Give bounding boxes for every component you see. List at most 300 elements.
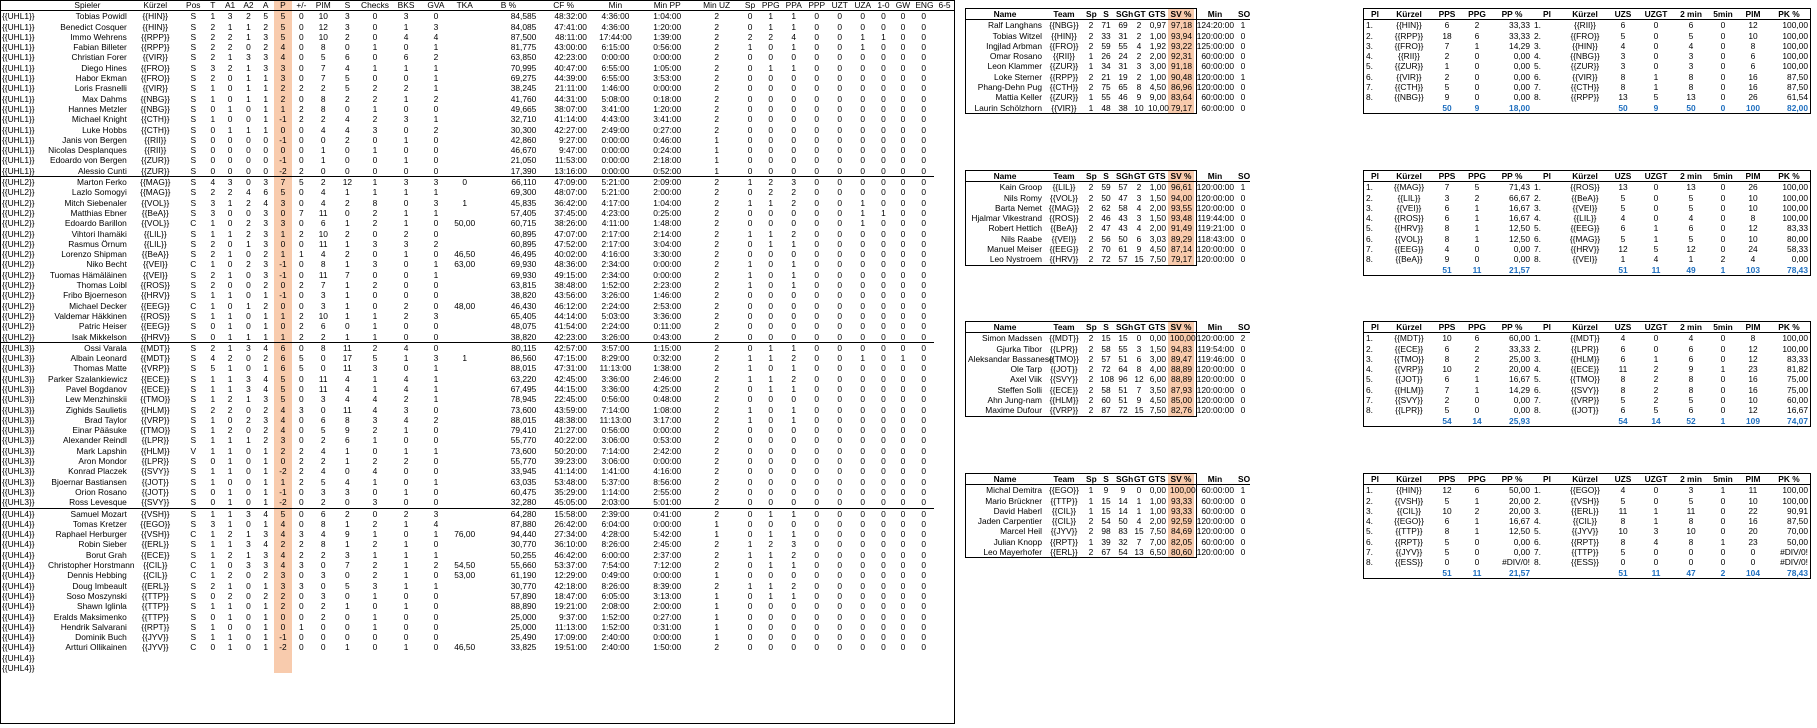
- stat-cell: 0: [881, 414, 886, 425]
- goalie-stat-cell: 1: [1088, 92, 1094, 103]
- goalie-stat-cell: 15: [1134, 254, 1144, 265]
- special-stat-cell: 1.: [1366, 20, 1373, 31]
- special-stat-cell: 5.: [1366, 61, 1373, 72]
- stat-cell: 2:24:00: [601, 321, 630, 332]
- league-cell: {{UHL3}}: [2, 486, 35, 497]
- league-cell: {{UHL1}}: [2, 103, 35, 114]
- stat-cell: 0: [246, 321, 251, 332]
- stat-cell: 0: [851, 177, 874, 188]
- stat-cell: 1: [433, 62, 439, 73]
- special-stat-cell: 87,50: [1787, 71, 1808, 82]
- league-cell: {{UHL4}}: [2, 580, 35, 591]
- stat-cell: 1: [274, 311, 292, 321]
- stat-cell: 2:08:00: [601, 601, 630, 612]
- stat-cell: 2: [714, 73, 719, 84]
- goalie-row: [966, 344, 1250, 354]
- stat-cell: 0: [299, 611, 304, 622]
- stat-cell: 2: [299, 456, 304, 467]
- stat-cell: 2: [372, 114, 378, 125]
- goalie-stat-cell: 87,14: [1168, 244, 1194, 254]
- stat-cell: 1: [246, 529, 251, 540]
- skater-row: [0, 394, 955, 404]
- special-stat-cell: 66,67: [1509, 192, 1530, 203]
- stat-cell: S: [182, 177, 205, 188]
- stat-cell: 0: [274, 145, 292, 155]
- special-stat-cell: 33,33: [1509, 20, 1530, 31]
- stat-cell: 7:14:00: [601, 404, 630, 415]
- goalie-name: Jaden Carpentier: [977, 516, 1042, 527]
- player-name: Lazlo Somogyi: [71, 187, 127, 198]
- stat-cell: 0: [791, 435, 797, 446]
- stat-cell: 0: [860, 134, 866, 145]
- stat-cell: 1: [345, 310, 350, 321]
- stat-cell: 1:52:00: [601, 280, 630, 291]
- league-cell: {{UHL2}}: [2, 197, 35, 208]
- player-name: Ross Levesque: [69, 497, 127, 508]
- stat-cell: 3: [221, 177, 239, 188]
- stat-cell: 48:36:00: [554, 259, 587, 270]
- special-stat-cell: 6.: [1366, 384, 1373, 395]
- stat-cell: 0: [345, 207, 350, 218]
- stat-cell: 0: [791, 207, 797, 218]
- stat-cell: 54,50: [454, 560, 476, 571]
- league-cell: {{UHL4}}: [2, 611, 35, 622]
- stat-cell: 0: [921, 414, 927, 425]
- stat-cell: S: [190, 145, 197, 156]
- stat-cell: 1: [791, 280, 797, 291]
- stat-cell: 0: [900, 155, 906, 166]
- stat-cell: 0: [837, 310, 843, 321]
- special-total-cell: 9: [1653, 102, 1659, 113]
- stat-cell: 38:48:00: [554, 280, 587, 291]
- goalie-stat-cell: 0: [1240, 384, 1246, 395]
- stat-cell: 0: [881, 601, 886, 612]
- league-cell: {{UHL3}}: [2, 394, 35, 405]
- skater-row: [0, 187, 955, 197]
- stat-cell: 1: [210, 570, 216, 581]
- goalie-header: [966, 322, 1250, 333]
- stat-cell: 42:18:00: [554, 580, 587, 591]
- special-stat-cell: {{LPR}}: [1395, 405, 1423, 416]
- stat-cell: 1: [263, 93, 269, 104]
- stat-cell: 65,405: [510, 310, 537, 321]
- stat-cell: 2: [714, 21, 719, 32]
- stat-cell: 2: [299, 103, 304, 114]
- goalie-stat-cell: 12: [1134, 374, 1144, 385]
- special-stat-cell: #DIV/0!: [1780, 557, 1808, 568]
- stat-cell: 1: [227, 197, 233, 208]
- goalie-stat-cell: 57: [1101, 353, 1111, 364]
- team-code: {{SVY}}: [141, 497, 170, 508]
- stat-cell: 2: [246, 414, 251, 425]
- stat-cell: 0: [837, 207, 843, 218]
- special-stat-cell: 3.: [1366, 353, 1373, 364]
- special-stat-cell: 5: [1620, 30, 1626, 41]
- stat-cell: [239, 663, 257, 673]
- stat-cell: 1: [263, 601, 269, 612]
- stat-cell: 0: [433, 590, 439, 601]
- team-code: {{VOL}}: [141, 218, 170, 229]
- stat-cell: 1: [210, 310, 216, 321]
- stat-cell: 3:30:00: [653, 249, 682, 260]
- skater-row: [0, 166, 955, 177]
- stat-cell: 0: [227, 621, 233, 632]
- stat-cell: [451, 435, 479, 445]
- stat-cell: 1: [433, 383, 439, 394]
- stat-cell: 0: [921, 124, 927, 135]
- stat-cell: 0: [246, 425, 251, 436]
- goalie-header-cell: Team: [1044, 171, 1084, 182]
- stat-cell: 1: [210, 394, 216, 405]
- goalie-header-cell: Name: [966, 9, 1044, 20]
- goalie-stat-cell: 84,69: [1168, 526, 1194, 536]
- stat-cell: 0: [433, 165, 439, 176]
- special-row: [1364, 395, 1810, 405]
- special-stat-cell: 11: [1618, 505, 1628, 516]
- stat-cell: 0: [881, 590, 886, 601]
- goalie-row: [966, 92, 1250, 102]
- stat-cell: 2:40:00: [601, 632, 630, 643]
- player-name: Bjoernar Bastiansen: [51, 476, 127, 487]
- goalie-stat-cell: 14: [1118, 495, 1128, 506]
- stat-cell: 1: [433, 207, 439, 218]
- stat-cell: 2: [299, 476, 304, 487]
- stat-cell: 0: [837, 280, 843, 291]
- special-total-cell: [1386, 103, 1432, 113]
- stat-cell: 0: [403, 197, 409, 208]
- stat-cell: 2: [336, 508, 359, 519]
- stat-cell: 2: [714, 445, 719, 456]
- special-header-cell: PPS: [1432, 474, 1462, 485]
- league-cell: {{UHL1}}: [2, 31, 35, 42]
- stat-cell: 0: [900, 435, 906, 446]
- goalie-stat-cell: 0: [1136, 333, 1142, 344]
- goalie-stat-cell: 6,00: [1149, 374, 1166, 385]
- stat-cell: 0: [874, 508, 892, 519]
- special-total-cell: 0: [1720, 102, 1726, 113]
- stat-cell: 0: [900, 486, 906, 497]
- special-stat-cell: 5: [1444, 536, 1450, 547]
- stat-cell: 81,775: [510, 42, 537, 53]
- stat-cell: 0: [881, 11, 886, 22]
- league-cell: {{UHL4}}: [2, 621, 35, 632]
- goalie-stat-cell: {{TTP}}: [1050, 495, 1078, 506]
- team-code: {{NBG}}: [140, 103, 170, 114]
- stat-cell: 0: [791, 103, 797, 114]
- goalie-header-cell: Name: [966, 322, 1044, 333]
- goalie-stat-cell: 9: [1136, 92, 1142, 103]
- skater-row: [0, 104, 955, 114]
- goalie-stat-cell: 120:00:00: [1196, 547, 1234, 558]
- stat-cell: 0: [274, 456, 292, 466]
- stat-cell: 0: [320, 642, 326, 653]
- header-cell: +/-: [292, 0, 310, 11]
- team-code: {{MDT}}: [129, 342, 182, 353]
- stat-cell: 0: [881, 486, 886, 497]
- skater-row: [0, 270, 955, 280]
- goalie-header-cell: SO: [1238, 9, 1251, 19]
- stat-cell: 0: [433, 290, 439, 301]
- stat-cell: 0: [814, 539, 820, 550]
- stat-cell: 0: [837, 353, 843, 364]
- stat-cell: 87,880: [510, 518, 537, 529]
- league-cell: {{UHL2}}: [2, 228, 35, 239]
- stat-cell: 4: [274, 550, 292, 560]
- stat-cell: 2: [210, 280, 216, 291]
- stat-cell: 2: [345, 228, 350, 239]
- skater-row: [0, 135, 955, 145]
- stat-cell: 41:14:00: [554, 466, 587, 477]
- player-name: Immo Wehrens: [70, 31, 127, 42]
- goalie-stat-cell: 92,31: [1168, 51, 1194, 61]
- stat-cell: 2: [320, 601, 326, 612]
- stat-cell: 3: [345, 11, 350, 22]
- stat-cell: 0: [372, 134, 378, 145]
- stat-cell: 5: [345, 83, 350, 94]
- stat-cell: 0: [246, 404, 251, 415]
- stat-cell: 4: [345, 476, 350, 487]
- special-stat-cell: 87,50: [1787, 516, 1808, 527]
- special-stat-cell: 3.: [1534, 202, 1541, 213]
- stat-cell: 33,825: [510, 642, 537, 653]
- stat-cell: 0: [860, 456, 866, 467]
- league-cell: {{UHL3}}: [2, 476, 35, 487]
- stat-cell: 1: [372, 611, 378, 622]
- stat-cell: 69,300: [510, 187, 537, 198]
- stat-cell: 0: [747, 290, 753, 301]
- goalie-name: Omar Rosano: [989, 51, 1042, 62]
- goalie-stat-cell: 1,00: [1149, 182, 1166, 193]
- stat-cell: 5:37:00: [601, 476, 630, 487]
- stat-cell: 3: [345, 549, 350, 560]
- stat-cell: [451, 446, 479, 456]
- stat-cell: 1: [227, 632, 233, 643]
- stat-cell: S: [190, 62, 197, 73]
- stat-cell: 30,300: [510, 124, 537, 135]
- stat-cell: 2: [714, 476, 719, 487]
- stat-cell: 12: [318, 21, 328, 32]
- goalie-stat-cell: {{CTH}}: [1049, 82, 1079, 93]
- stat-cell: [274, 663, 292, 673]
- stat-cell: 5: [345, 580, 350, 591]
- special-stat-cell: 0: [1688, 557, 1694, 568]
- player-name: Ossi Varala: [46, 342, 129, 353]
- stat-cell: 2: [320, 497, 326, 508]
- stat-cell: 4:23:00: [601, 207, 630, 218]
- skater-row: [0, 249, 955, 259]
- stat-cell: 1:41:00: [601, 466, 630, 477]
- stat-cell: 0: [814, 310, 820, 321]
- stat-cell: 0: [299, 642, 304, 653]
- stat-cell: 0: [921, 238, 927, 249]
- stat-cell: 0: [837, 601, 843, 612]
- special-total-cell: 1: [1720, 415, 1726, 426]
- special-stat-cell: 0: [1474, 557, 1480, 568]
- special-stat-cell: {{ERL}}: [1571, 505, 1599, 516]
- stat-cell: 0: [246, 363, 251, 374]
- special-stat-cell: 0: [1653, 213, 1659, 224]
- goalie-name: Leo Nystroem: [989, 254, 1042, 265]
- special-stat-cell: 1.: [1366, 485, 1373, 496]
- stat-cell: 4: [403, 31, 409, 42]
- stat-cell: 0: [837, 290, 843, 301]
- stat-cell: 1: [210, 114, 216, 125]
- special-stat-cell: 0,00: [1513, 244, 1530, 255]
- goalie-stat-cell: 0: [1240, 92, 1246, 103]
- stat-cell: 1: [860, 353, 866, 364]
- stat-cell: 3: [263, 560, 269, 571]
- header-cell: Checks: [359, 0, 391, 11]
- goalie-header-cell: Sp: [1086, 9, 1097, 19]
- stat-cell: 0: [433, 103, 439, 114]
- goalie-stat-cell: 120:00:00: [1196, 192, 1234, 203]
- special-teams-table: [1364, 322, 1810, 426]
- goalie-stat-cell: 88,89: [1168, 364, 1194, 374]
- stat-cell: 55,770: [510, 456, 537, 467]
- stat-cell: 2: [205, 342, 221, 353]
- stat-cell: 1: [246, 124, 251, 135]
- stat-cell: 1: [372, 549, 378, 560]
- stat-cell: 60,475: [510, 486, 537, 497]
- special-stat-cell: 1: [1474, 495, 1480, 506]
- stat-cell: 0:00:00: [601, 165, 630, 176]
- special-stat-cell: {{ROS}}: [1570, 182, 1600, 193]
- stat-cell: 0: [747, 134, 753, 145]
- special-stat-cell: 61,54: [1787, 92, 1808, 103]
- stat-cell: 2:09:00: [642, 177, 693, 188]
- stat-cell: 3: [263, 228, 269, 239]
- stat-cell: 1: [403, 549, 409, 560]
- special-stat-cell: 100,00: [1782, 485, 1808, 496]
- league-cell: {{UHL4}}: [2, 590, 35, 601]
- goalie-stat-cell: 8: [1136, 82, 1142, 93]
- skater-row: [0, 363, 955, 373]
- goalie-stat-cell: 2: [1088, 516, 1094, 527]
- special-stat-cell: 3.: [1366, 202, 1373, 213]
- stat-cell: 0: [791, 124, 797, 135]
- stat-cell: 38,820: [510, 290, 537, 301]
- special-stat-cell: 18: [1442, 30, 1452, 41]
- stat-cell: [421, 663, 451, 673]
- stat-cell: 0: [900, 259, 906, 270]
- goalie-row: [966, 516, 1250, 526]
- stat-cell: 0: [900, 73, 906, 84]
- goalie-stat-cell: 2: [1088, 20, 1094, 31]
- stat-cell: 3: [274, 218, 292, 228]
- stat-cell: 0: [814, 601, 820, 612]
- goalie-stat-cell: 120:00:00: [1196, 82, 1234, 93]
- stat-cell: 0: [828, 342, 851, 353]
- stat-cell: 5: [320, 52, 326, 63]
- stat-cell: 15:58:00: [538, 508, 589, 519]
- stat-cell: 0: [768, 632, 774, 643]
- stat-cell: [451, 311, 479, 321]
- stat-cell: 3: [227, 11, 233, 22]
- stat-cell: 10: [318, 31, 328, 42]
- stat-cell: 2: [345, 134, 350, 145]
- stat-cell: 1: [227, 383, 233, 394]
- special-header: [1364, 9, 1810, 20]
- special-stat-cell: 10: [1442, 333, 1452, 344]
- stat-cell: 19:21:00: [554, 601, 587, 612]
- stat-cell: 0: [837, 197, 843, 208]
- stat-cell: -1: [274, 135, 292, 145]
- stat-cell: 0: [814, 621, 820, 632]
- skater-row: [0, 384, 955, 394]
- goalie-name: Aleksandar Bassanese: [968, 353, 1054, 364]
- goalie-stat-cell: 1: [1088, 495, 1094, 506]
- stat-cell: 4: [403, 383, 409, 394]
- stat-cell: 1: [403, 207, 409, 218]
- stat-cell: 3: [263, 238, 269, 249]
- special-stat-cell: 16,67: [1509, 213, 1530, 224]
- stat-cell: 3: [246, 539, 251, 550]
- special-stat-cell: 1: [1653, 71, 1659, 82]
- goalie-stat-cell: 54: [1101, 516, 1111, 527]
- special-stat-cell: 26: [1748, 92, 1758, 103]
- stat-cell: 0: [881, 466, 886, 477]
- header-cell: Spieler: [46, 0, 129, 11]
- stat-cell: 0: [814, 414, 820, 425]
- stat-cell: 2: [320, 331, 326, 342]
- stat-cell: 0: [747, 486, 753, 497]
- goalie-stat-cell: 2: [1136, 30, 1142, 41]
- stat-cell: 2: [263, 570, 269, 581]
- special-stat-cell: 5.: [1366, 374, 1373, 385]
- stat-cell: 0: [814, 269, 820, 280]
- goalie-stat-cell: 93,22: [1168, 41, 1194, 51]
- stat-cell: S: [190, 42, 197, 53]
- stat-cell: 2: [227, 529, 233, 540]
- stat-cell: 0:32:00: [653, 353, 682, 364]
- stat-cell: 0: [246, 249, 251, 260]
- special-stat-cell: 5: [1474, 182, 1480, 193]
- stat-cell: [451, 63, 479, 73]
- stat-cell: 0: [768, 114, 774, 125]
- special-stat-cell: 0,00: [1513, 536, 1530, 547]
- goalie-row: [966, 203, 1250, 213]
- stat-cell: 30,770: [510, 580, 537, 591]
- stat-cell: 4: [403, 414, 409, 425]
- stat-cell: 1: [768, 228, 774, 239]
- stat-cell: 4: [345, 114, 350, 125]
- goalie-stat-cell: 1: [1088, 102, 1094, 113]
- special-stat-cell: 2: [1474, 353, 1480, 364]
- stat-cell: 0: [900, 394, 906, 405]
- team-code: {{BeA}}: [141, 249, 169, 260]
- stat-cell: 25,490: [510, 632, 537, 643]
- goalie-row: [966, 354, 1250, 364]
- stat-cell: 11: [318, 207, 328, 218]
- stat-cell: 3: [246, 373, 251, 384]
- goalie-stat-cell: 10: [1134, 102, 1144, 113]
- stat-cell: 4: [274, 415, 292, 425]
- stat-cell: 0: [837, 466, 843, 477]
- special-stat-cell: 12: [1748, 343, 1758, 354]
- stat-cell: 0: [814, 383, 820, 394]
- goalie-name: Maxime Dufour: [985, 405, 1042, 416]
- special-stat-cell: 0: [1653, 333, 1659, 344]
- special-stat-cell: {{MAG}}: [1569, 233, 1601, 244]
- stat-cell: 0: [227, 73, 233, 84]
- stat-cell: 3:06:00: [601, 456, 630, 467]
- stat-cell: 1: [791, 383, 797, 394]
- stat-cell: 1: [768, 353, 774, 364]
- stat-cell: 0: [837, 165, 843, 176]
- special-stat-cell: 5: [1444, 405, 1450, 416]
- stat-cell: 0: [860, 269, 866, 280]
- goalie-stat-cell: 24: [1118, 51, 1128, 62]
